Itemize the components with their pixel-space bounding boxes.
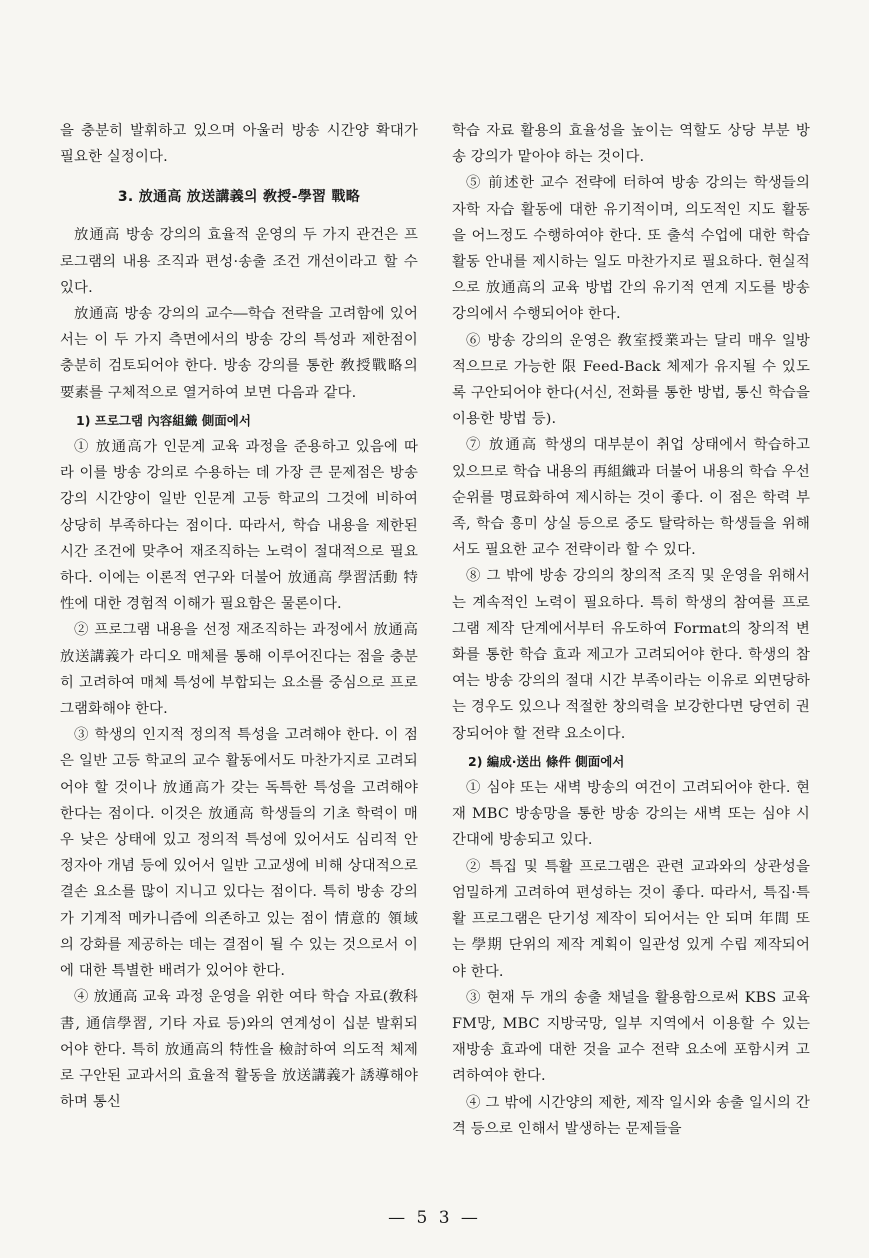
right-column [452, 118, 810, 1142]
paragraph: 을 충분히 발휘하고 있으며 아울러 방송 시간양 확대가 필요한 실정이다. [60, 123, 418, 166]
subsection-heading: 2) 編成·送出 條件 側面에서 [468, 753, 625, 769]
paragraph: ② 특집 및 특활 프로그램은 관련 교과와의 상관성을 엄밀하게 고려하여 편성하는 것이 좋다. 따라서, 특집·특활 프로그램은 단기성 제작이 되어서는 안 되며 年間 또는 學期 단위의 제작 계획이 일관성 있게 수립 제작되어야 한다. [452, 858, 810, 980]
paragraph: ① 심야 또는 새벽 방송의 여건이 고려되어야 한다. 현재 MBC 방송망을 통한 방송 강의는 새벽 또는 심야 시간대에 방송되고 있다. [452, 780, 810, 849]
paragraph: ⑧ 그 밖에 방송 강의의 창의적 조직 및 운영을 위해서는 계속적인 노력이 필요하다. 특히 학생의 참여를 프로그램 제작 단계에서부터 유도하여 Format의 창의적 변화를 통한 학습 효과 제고가 고려되어야 한다. 학생의 참여는 방송 강의의 절대 시간 부족이라는 이유로 외면당하는 경우도 있으나 적절한 창의력을 보강한다면 당연히 권장되어야 할 전략 요소이다. [452, 568, 810, 742]
paragraph: 放通高 방송 강의의 효율적 운영의 두 가지 관건은 프로그램의 내용 조직과 편성·송출 조건 개선이라고 할 수 있다. [60, 227, 418, 296]
paragraph: 학습 자료 활용의 효율성을 높이는 역할도 상당 부분 방송 강의가 맡아야 하는 것이다. [452, 123, 810, 166]
paragraph: ④ 그 밖에 시간양의 제한, 제작 일시와 송출 일시의 간격 등으로 인해서 발생하는 문제들을 [452, 1094, 810, 1137]
page-number: — 5 3 — [388, 1208, 481, 1228]
paragraph: ③ 학생의 인지적 정의적 특성을 고려해야 한다. 이 점은 일반 고등 학교의 교수 활동에서도 마찬가지로 고려되어야 할 것이나 放通高가 갖는 독특한 특성을 고려해야 한다는 점이다. 이것은 放通高 학생들의 기초 학력이 매우 낮은 상태에 있고 정의적 특성에 있어서도 심리적 안정자아 개념 등에 있어서 일반 고교생에 비해 상대적으로 결손 요소를 많이 지니고 있다는 점이다. 특히 방송 강의가 기계적 메카니즘에 의존하고 있는 점이 情意的 領域의 강화를 제공하는 데는 결점이 될 수 있는 것으로서 이에 대한 특별한 배려가 있어야 한다. [60, 727, 418, 980]
left-column [60, 118, 418, 1115]
paragraph: ① 放通高가 인문계 교육 과정을 준용하고 있음에 따라 이를 방송 강의로 수용하는 데 가장 큰 문제점은 방송 강의 시간양이 일반 인문계 고등 학교의 그것에 비하여 상당히 부족하다는 점이다. 따라서, 학습 내용을 제한된 시간 조건에 맞추어 재조직하는 노력이 절대적으로 필요하다. 이에는 이론적 연구와 더불어 放通高 學習活動 特性에 대한 경험적 이해가 필요함은 물론이다. [60, 439, 418, 613]
paragraph: ⑥ 방송 강의의 운영은 敎室授業과는 달리 매우 일방적으므로 가능한 限 Feed-Back 체제가 유지될 수 있도록 구안되어야 한다(서신, 전화를 통한 방법, 통신 학습을 이용한 방법 등). [452, 332, 810, 428]
paragraph: ⑦ 放通高 학생의 대부분이 취업 상태에서 학습하고 있으므로 학습 내용의 再組織과 더불어 내용의 학습 우선 순위를 명료화하여 제시하는 것이 좋다. 이 점은 학력 부족, 학습 흥미 상실 등으로 중도 탈락하는 학생들을 위해서도 필요한 교수 전략이라 할 수 있다. [452, 437, 810, 559]
section-heading: 3. 放通高 放送講義의 敎授-學習 戰略 [117, 189, 361, 206]
paragraph: ② 프로그램 내용을 선정 재조직하는 과정에서 放通高 放送講義가 라디오 매체를 통해 이루어진다는 점을 충분히 고려하여 매체 특성에 부합되는 요소를 중심으로 프로그램화해야 한다. [60, 622, 418, 718]
subsection-heading: 1) 프로그램 內容組織 側面에서 [76, 412, 251, 428]
paragraph: ⑤ 前述한 교수 전략에 터하여 방송 강의는 학생들의 자학 자습 활동에 대한 유기적이며, 의도적인 지도 활동을 어느정도 수행하여야 한다. 또 출석 수업에 대한 학습 활동 안내를 제시하는 일도 마찬가지로 필요하다. 현실적으로 放通高의 교육 방법 간의 유기적 연계 지도를 방송 강의에서 수행되어야 한다. [452, 175, 810, 323]
paragraph: ④ 放通高 교육 과정 운영을 위한 여타 학습 자료(敎科書, 通信學習, 기타 자료 등)와의 연계성이 십분 발휘되어야 한다. 특히 放通高의 特性을 檢討하여 의도적 체제로 구안된 교과서의 효율적 활동을 放送講義가 誘導해야 하며 통신 [60, 989, 418, 1111]
paragraph: 放通高 방송 강의의 교수―학습 전략을 고려함에 있어서는 이 두 가지 측면에서의 방송 강의 특성과 제한점이 충분히 검토되어야 한다. 방송 강의를 통한 敎授戰略의 要素를 구체적으로 열거하여 보면 다음과 같다. [60, 306, 418, 401]
paragraph: ③ 현재 두 개의 송출 채널을 활용함으로써 KBS 교육 FM망, MBC 지방국망, 일부 지역에서 이용할 수 있는 재방송 효과에 대한 것을 교수 전략 요소에 포함시켜 고려하여야 한다. [452, 989, 810, 1085]
